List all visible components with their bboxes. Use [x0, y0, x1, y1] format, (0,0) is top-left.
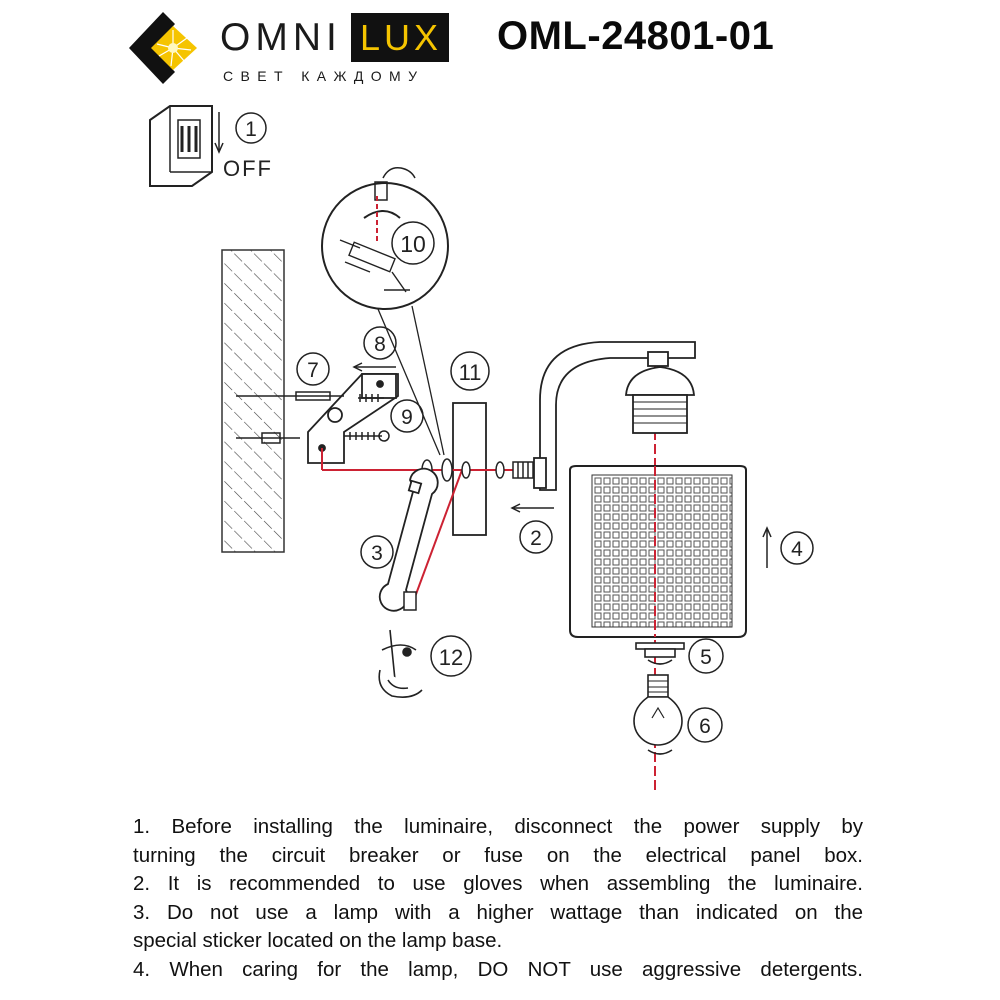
wall-section — [222, 250, 284, 552]
down-arrow-icon — [215, 112, 223, 152]
instruction-line-6: 4. When caring for the lamp, DO NOT use aggressive detergents. — [133, 957, 863, 981]
instruction-line-3: 2. It is recommended to use gloves when assembling the luminaire. — [133, 872, 863, 896]
step-6-marker — [688, 708, 722, 742]
light-bulb-icon — [634, 675, 682, 754]
small-screw-icon — [404, 592, 416, 610]
step-7-marker — [297, 353, 329, 385]
instruction-line-4: 3. Do not use a lamp with a higher wattage than indicated on the — [133, 900, 863, 924]
svg-text:3: 3 — [371, 542, 383, 565]
power-switch-icon — [150, 106, 212, 186]
svg-text:6: 6 — [699, 715, 711, 738]
step-4-marker — [781, 532, 813, 564]
off-label: OFF — [223, 156, 273, 181]
brand-name-lux: LUX — [351, 13, 449, 62]
hand-screwdriver-icon — [379, 630, 422, 697]
svg-text:1: 1 — [245, 118, 257, 141]
svg-text:8: 8 — [374, 333, 386, 356]
retaining-ring-icon — [636, 643, 684, 664]
step-3-marker — [361, 536, 393, 568]
svg-text:9: 9 — [401, 406, 413, 429]
left-arrow-icon-2 — [512, 504, 554, 512]
svg-text:11: 11 — [458, 360, 482, 385]
step-5-marker — [689, 639, 723, 673]
step-11-marker — [451, 352, 489, 390]
svg-text:7: 7 — [307, 359, 319, 382]
model-number: OML-24801-01 — [497, 14, 775, 58]
svg-text:12: 12 — [438, 645, 464, 670]
step-9-marker — [391, 400, 423, 432]
left-arrow-icon — [354, 363, 396, 371]
instructions-text — [133, 813, 863, 985]
step-1-marker — [236, 113, 266, 143]
step-12-marker — [431, 636, 471, 676]
instruction-line-5: special sticker located on the lamp base. — [133, 929, 503, 953]
lamp-shade — [570, 466, 746, 637]
svg-text:4: 4 — [791, 538, 803, 561]
svg-text:5: 5 — [700, 646, 712, 669]
wrench-icon — [380, 469, 438, 611]
lamp-socket — [626, 352, 694, 433]
svg-text:10: 10 — [400, 231, 426, 257]
instruction-line-1: 1. Before installing the luminaire, disconnect the power supply by — [133, 815, 863, 838]
instruction-line-2: turning the circuit breaker or fuse on the electrical panel box. — [133, 843, 863, 867]
svg-text:2: 2 — [530, 527, 542, 550]
brand-name-omni: OMNI — [220, 16, 342, 59]
step-2-marker — [520, 521, 552, 553]
step-8-marker — [364, 327, 396, 359]
up-arrow-icon — [763, 528, 771, 568]
brand-tagline: СВЕТ КАЖДОМУ — [223, 68, 425, 84]
